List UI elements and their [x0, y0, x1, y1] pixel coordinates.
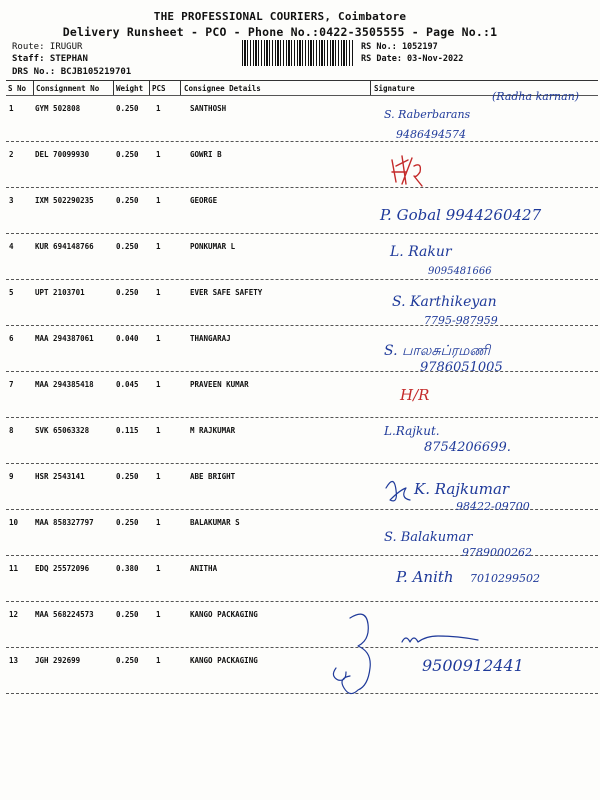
cell-sno: 2: [9, 150, 14, 159]
cell-pcs: 1: [156, 196, 161, 205]
handwriting: 7795-987959: [424, 314, 498, 327]
cell-weight: 0.250: [116, 150, 139, 159]
cell-consignment: MAA 294385418: [35, 380, 94, 389]
handwriting: S. Karthikeyan: [392, 294, 497, 310]
cell-consignment: MAA 568224573: [35, 610, 94, 619]
cell-sno: 6: [9, 334, 14, 343]
handwriting: 9786051005: [420, 360, 503, 375]
cell-sno: 9: [9, 472, 14, 481]
signature-scribble: [386, 481, 410, 500]
cell-consignment: UPT 2103701: [35, 288, 85, 297]
cell-pcs: 1: [156, 610, 161, 619]
cell-consignment: EDQ 25572096: [35, 564, 90, 573]
handwriting: 9500912441: [422, 656, 524, 675]
handwriting: 8754206699.: [424, 440, 511, 455]
cell-sno: 3: [9, 196, 14, 205]
cell-pcs: 1: [156, 656, 161, 665]
cell-weight: 0.250: [116, 610, 139, 619]
cell-details: ABE BRIGHT: [190, 472, 236, 481]
company-title: THE PROFESSIONAL COURIERS, Coimbatore: [153, 10, 407, 23]
cell-weight: 0.115: [116, 426, 139, 435]
cell-consignment: KUR 694148766: [35, 242, 94, 251]
cell-details: EVER SAFE SAFETY: [190, 288, 263, 297]
cell-pcs: 1: [156, 150, 161, 159]
handwriting: P. Gobal 9944260427: [380, 206, 542, 224]
cell-weight: 0.380: [116, 564, 139, 573]
cell-sno: 10: [9, 518, 19, 527]
drs-number: DRS No.: BCJB105219701: [12, 67, 132, 77]
cell-pcs: 1: [156, 288, 161, 297]
cell-pcs: 1: [156, 564, 161, 573]
cell-sno: 5: [9, 288, 14, 297]
cell-details: GOWRI B: [190, 150, 222, 159]
cell-sno: 13: [9, 656, 19, 665]
handwriting: S. Balakumar: [384, 530, 473, 545]
cell-sno: 7: [9, 380, 14, 389]
cell-pcs: 1: [156, 242, 161, 251]
handwriting: 9789000262: [462, 546, 532, 559]
cell-consignment: GYM 502808: [35, 104, 81, 113]
cell-details: KANGO PACKAGING: [190, 656, 258, 665]
col-sno: S No: [8, 84, 27, 93]
col-consignment: Consignment No: [36, 84, 100, 93]
cell-consignment: DEL 70099930: [35, 150, 90, 159]
cell-pcs: 1: [156, 104, 161, 113]
col-details: Consignee Details: [184, 84, 261, 93]
cell-weight: 0.250: [116, 518, 139, 527]
cell-consignment: MAA 858327797: [35, 518, 94, 527]
cell-weight: 0.250: [116, 288, 139, 297]
col-weight: Weight: [116, 84, 144, 93]
handwriting: 9095481666: [428, 266, 492, 277]
signature-scribble: [333, 668, 346, 680]
cell-sno: 1: [9, 104, 14, 113]
handwriting: 9486494574: [396, 128, 466, 141]
cell-details: PONKUMAR L: [190, 242, 236, 251]
handwriting: L.Rajkut.: [384, 424, 440, 438]
cell-pcs: 1: [156, 380, 161, 389]
handwriting: (Radha karnan): [492, 90, 580, 103]
cell-sno: 8: [9, 426, 14, 435]
staff-label: Staff: STEPHAN: [12, 54, 88, 64]
handwriting: H/R: [400, 386, 430, 404]
cell-weight: 0.250: [116, 472, 139, 481]
col-signature: Signature: [374, 84, 415, 93]
handwriting: S. பாலசுப்ரமணி: [384, 343, 491, 359]
cell-pcs: 1: [156, 334, 161, 343]
cell-pcs: 1: [156, 472, 161, 481]
cell-details: BALAKUMAR S: [190, 518, 240, 527]
cell-weight: 0.040: [116, 334, 139, 343]
cell-weight: 0.045: [116, 380, 139, 389]
cell-details: PRAVEEN KUMAR: [190, 380, 249, 389]
handwriting: S. Raberbarans: [384, 108, 471, 121]
cell-details: M RAJKUMAR: [190, 426, 236, 435]
cell-details: KANGO PACKAGING: [190, 610, 258, 619]
signature-scribble: [392, 156, 422, 186]
signature-scribble: [342, 614, 370, 693]
cell-consignment: HSR 2543141: [35, 472, 85, 481]
cell-pcs: 1: [156, 426, 161, 435]
col-pcs: PCS: [152, 84, 166, 93]
cell-details: ANITHA: [190, 564, 218, 573]
cell-consignment: SVK 65063328: [35, 426, 90, 435]
cell-consignment: JGH 292699: [35, 656, 81, 665]
cell-sno: 12: [9, 610, 19, 619]
handwriting: 98422-09700: [456, 500, 530, 513]
handwriting: P. Anith: [396, 568, 454, 586]
cell-consignment: MAA 294387061: [35, 334, 94, 343]
cell-sno: 4: [9, 242, 14, 251]
signature-scribble: [402, 636, 478, 642]
cell-weight: 0.250: [116, 196, 139, 205]
cell-consignment: IXM 502290235: [35, 196, 94, 205]
rs-number: RS No.: 1052197: [361, 42, 438, 52]
cell-sno: 11: [9, 564, 19, 573]
cell-pcs: 1: [156, 518, 161, 527]
rs-date: RS Date: 03-Nov-2022: [361, 54, 464, 64]
route-label: Route: IRUGUR: [12, 42, 83, 52]
handwriting: 7010299502: [470, 572, 540, 585]
cell-details: GEORGE: [190, 196, 218, 205]
cell-weight: 0.250: [116, 104, 139, 113]
cell-details: SANTHOSH: [190, 104, 227, 113]
handwriting: K. Rajkumar: [414, 480, 510, 498]
cell-details: THANGARAJ: [190, 334, 231, 343]
handwriting: L. Rakur: [390, 244, 452, 260]
runsheet-title: Delivery Runsheet - PCO - Phone No.:0422-3505555 - Page No.:1: [62, 25, 498, 39]
cell-weight: 0.250: [116, 656, 139, 665]
cell-weight: 0.250: [116, 242, 139, 251]
